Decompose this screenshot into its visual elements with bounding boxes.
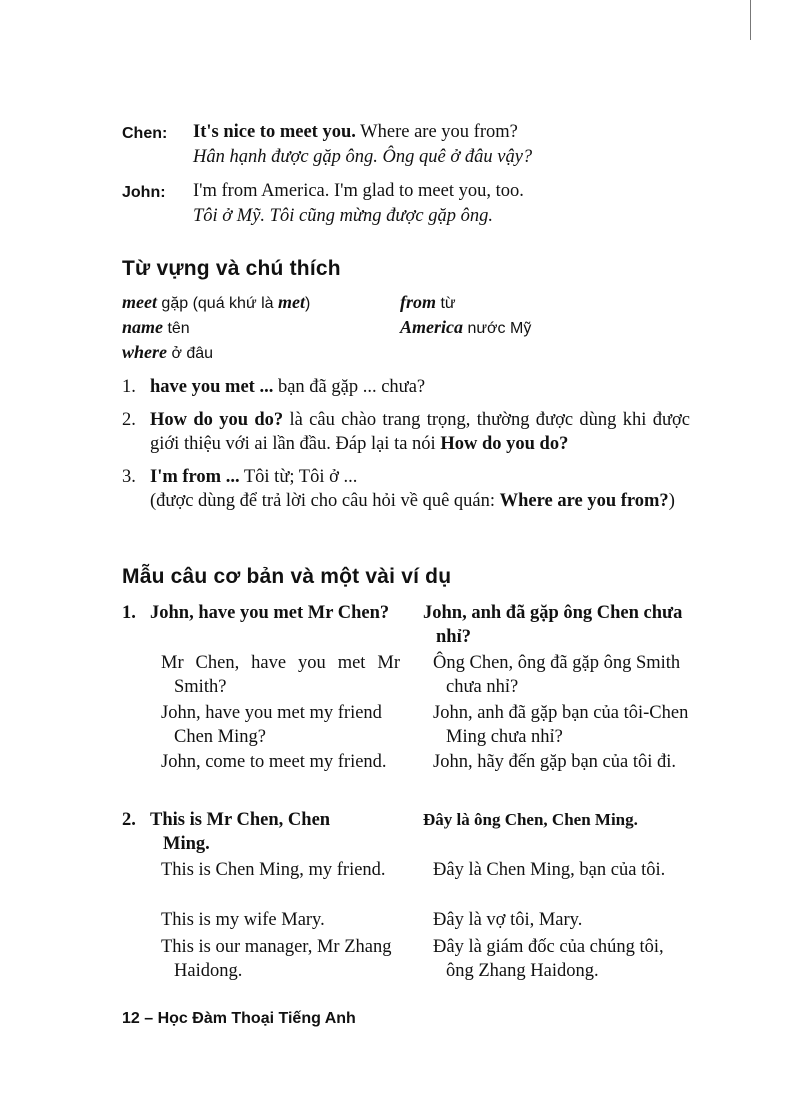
note-text: (được dùng để trả lời cho câu hỏi về quê quán: [150, 491, 500, 511]
pattern-number: 1. [122, 603, 136, 623]
vocab-item [122, 340, 213, 366]
pattern-vi: Đây là ông Chen, Chen Ming. [423, 810, 638, 829]
note [150, 408, 690, 456]
vocab-meaning: ở đâu [167, 345, 214, 362]
example-en: Mr Chen, have you met Mr Smith? [161, 653, 400, 697]
note-text: Tôi từ; Tôi ở ... [239, 467, 358, 487]
example-en: John, have you met my friend Chen Ming? [161, 703, 382, 747]
example-vi: Đây là vợ tôi, Mary. [433, 910, 583, 930]
note-term: have you met ... [150, 377, 274, 397]
note-text: ) [668, 491, 675, 511]
vocab-word: met [278, 292, 305, 312]
note-term: How do you do? [440, 434, 569, 454]
dialogue-line-text: Where are you from? [355, 122, 518, 142]
page-edge-mark [750, 0, 751, 40]
vocab-word: America [400, 317, 463, 337]
dialogue-line-bold: It's nice to meet you. [193, 122, 356, 142]
note-number: 2. [122, 410, 136, 430]
vocab-item [122, 315, 190, 341]
note-term: How do you do? [150, 410, 284, 430]
vocab-word: from [400, 292, 436, 312]
note-term: I'm from ... [150, 467, 240, 487]
example-vi: John, anh đã gặp bạn của tôi-Chen Ming chưa nhỉ? [433, 703, 689, 747]
vocab-meaning: nước Mỹ [463, 320, 532, 337]
patterns-heading: Mẫu câu cơ bản và một vài ví dụ [122, 565, 452, 588]
dialogue-line: I'm from America. I'm glad to meet you, too. [193, 181, 524, 201]
example-vi: Đây là Chen Ming, bạn của tôi. [433, 860, 666, 880]
example-en: This is our manager, Mr Zhang Haidong. [161, 937, 392, 981]
example-en: John, come to meet my friend. [161, 752, 387, 772]
pattern-number: 2. [122, 810, 136, 830]
vocab-item [400, 315, 531, 341]
note-term: Where are you from? [499, 491, 669, 511]
pattern-vi: John, anh đã gặp ông Chen chưa nhỉ? [423, 603, 683, 647]
example-en: This is Chen Ming, my friend. [161, 860, 386, 880]
vocab-item [400, 290, 456, 316]
note [150, 375, 690, 399]
dialogue-translation: Hân hạnh được gặp ông. Ông quê ở đâu vậy? [193, 147, 533, 167]
vocab-word: meet [122, 292, 157, 312]
note-text: bạn đã gặp ... chưa? [273, 377, 426, 397]
vocab-word: name [122, 317, 164, 337]
note-number: 3. [122, 467, 136, 487]
example-vi: Ông Chen, ông đã gặp ông Smith chưa nhỉ? [433, 653, 681, 697]
vocab-meaning: tên [163, 320, 190, 337]
note-number: 1. [122, 377, 136, 397]
example-vi: Đây là giám đốc của chúng tôi, ông Zhang Haidong. [433, 937, 664, 981]
vocab-heading: Từ vựng và chú thích [122, 257, 341, 280]
vocab-meaning: ) [305, 295, 311, 312]
vocab-meaning: từ [436, 295, 456, 312]
page-footer: 12 – Học Đàm Thoại Tiếng Anh [122, 1010, 356, 1027]
vocab-meaning: gặp (quá khứ là [156, 295, 278, 312]
note [150, 465, 680, 513]
note-text: là câu chào trang trọng, thường được dùng khi được giới thiệu với ai lần đầu. Đáp lại ta nói [150, 410, 690, 454]
dialogue-line [193, 120, 518, 144]
dialogue-translation: Tôi ở Mỹ. Tôi cũng mừng được gặp ông. [193, 206, 493, 226]
pattern-en: John, have you met Mr Chen? [150, 603, 390, 623]
vocab-item [122, 290, 310, 316]
pattern-en: This is Mr Chen, Chen Ming. [150, 810, 331, 854]
example-vi: John, hãy đến gặp bạn của tôi đi. [433, 752, 677, 772]
speaker: John: [122, 184, 166, 201]
speaker: Chen: [122, 125, 168, 142]
example-en: This is my wife Mary. [161, 910, 325, 930]
vocab-word: where [122, 342, 167, 362]
